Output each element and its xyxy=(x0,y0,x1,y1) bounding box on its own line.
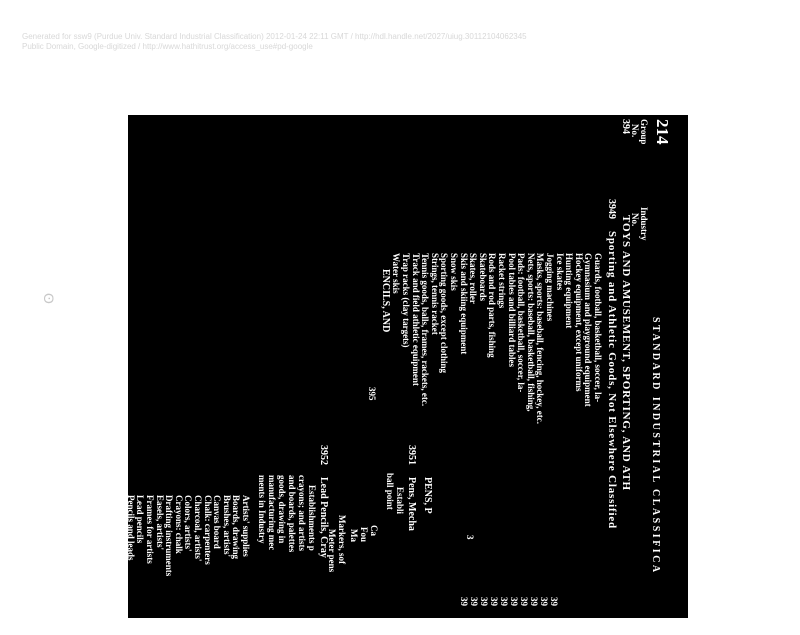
para-line: and boards, palettes xyxy=(287,475,297,553)
code: 39 xyxy=(529,597,539,606)
rotated-page-text xyxy=(108,115,672,635)
code: 39 xyxy=(549,597,559,606)
list-item: Pads: football, basketball, soccer, la- xyxy=(516,253,527,393)
list-item: Hunting equipment xyxy=(564,253,575,329)
list-item: Track and field athletic equipment xyxy=(410,253,421,386)
para-line: Establishments p xyxy=(307,485,317,551)
col-head-no2: No. xyxy=(630,213,640,227)
establishment-text: ball point xyxy=(385,473,395,510)
sub-list-item: Charcoal, artists' xyxy=(193,495,203,562)
code-digit: 3 xyxy=(465,535,475,540)
sub-list-item: Paint, artists' xyxy=(116,495,127,547)
list-item: Gymnasium and playground equipment xyxy=(583,253,594,407)
industry-3951-number: 3951 xyxy=(406,445,417,465)
major-group-number: 394 xyxy=(620,119,631,134)
list-item: Sporting goods, except clothing xyxy=(439,253,450,374)
header-line-1: Generated for ssw9 (Purdue Univ. Standard Industrial Classification) 2012-01-24 22:11 GMT / http://hdl.handle.net/2027/uiug.30112104062345 xyxy=(22,32,527,41)
major-group-title: TOYS AND AMUSEMENT, SPORTING, AND ATH xyxy=(620,215,632,491)
scanned-page xyxy=(116,115,688,618)
list-item: Jogging machines xyxy=(545,253,555,322)
running-title: STANDARD INDUSTRIAL CLASSIFICA xyxy=(650,317,661,575)
para-line: manufacturing mec xyxy=(267,475,277,551)
para-line: ments in Industry xyxy=(257,475,267,544)
para-line: crayons; and artists xyxy=(297,475,307,551)
list-item: Trap racks (clay targets) xyxy=(401,253,411,348)
group-395-title-cont: ENCILS, AND xyxy=(380,269,391,333)
list-item: Pool tables and billiard tables xyxy=(506,253,517,368)
list-item: Ice skates xyxy=(554,253,565,291)
industry-3952-number: 3952 xyxy=(318,445,329,465)
sub-list-item: Brushes, artists' xyxy=(221,495,232,558)
margin-mark-icon: ʘ xyxy=(41,293,57,304)
code: 39 xyxy=(469,597,479,606)
sub-list-item: Lead pencils xyxy=(135,495,146,544)
sub-item: Fou xyxy=(359,527,369,543)
sub-list-item: Drafting instruments xyxy=(164,495,175,577)
list-item: Rods and rod parts, fishing xyxy=(487,253,498,358)
list-item: Water skis xyxy=(391,253,402,294)
code: 39 xyxy=(509,597,519,606)
sub-list-item: Canvas board xyxy=(212,495,223,549)
sub-list-item: Pencils and leads xyxy=(125,495,136,561)
industry-number: 3949 xyxy=(606,199,617,219)
list-item: Snow skis xyxy=(449,253,459,291)
group-395-title: PENS, P xyxy=(422,477,433,514)
code: 39 xyxy=(489,597,499,606)
col-head-no1: No. xyxy=(630,124,640,138)
list-item: Racket strings xyxy=(497,253,507,309)
industry-title: Sporting and Athletic Goods, Not Elsewhere Classified xyxy=(606,231,618,529)
list-item: Strings, tennis racket xyxy=(429,253,440,335)
sub-list-item: Colors, artists' xyxy=(183,495,194,552)
sub-item: Meter pens xyxy=(327,529,337,573)
sub-item: Ma xyxy=(349,529,359,542)
sub-list-item: Chalk: carpenters xyxy=(202,495,213,565)
para-line: goods, drawing in xyxy=(277,475,287,544)
industry-3952-title: Lead Pencils, Cray xyxy=(318,477,329,558)
header-line-2: Public Domain, Google-digitized / http://www.hathitrust.org/access_use#pd-google xyxy=(22,42,313,51)
sub-list-item: Artists' supplies xyxy=(241,495,251,557)
list-item: Skateboards xyxy=(477,253,488,302)
sub-list-item: Frames for artists xyxy=(145,495,155,564)
list-item: Hockey equipment, except uniforms xyxy=(573,253,584,392)
sub-item: Ca xyxy=(369,525,379,536)
sub-list-item: Easels, artists' xyxy=(154,495,165,550)
list-item: Tennis goods, balls, frames, rackets, etc. xyxy=(420,253,431,407)
code: 39 xyxy=(539,597,549,606)
group-395-number: 395 xyxy=(367,387,377,401)
industry-3951-title: Pens, Mecha xyxy=(406,477,417,531)
sub-list-item: Crayons: chalk xyxy=(173,495,184,554)
list-item: Skis and skiing equipment xyxy=(458,253,469,355)
list-item: Guards, football, basketball, soccer, la- xyxy=(593,253,603,403)
scan-header xyxy=(22,32,582,52)
list-item: Skates, roller xyxy=(468,253,479,304)
col-head-industry: Industry xyxy=(639,207,649,241)
page-number: 214 xyxy=(653,119,672,145)
code: 39 xyxy=(479,597,489,606)
col-head-group: Group xyxy=(639,119,649,145)
code: 39 xyxy=(519,597,529,606)
sub-item: Markers, sof xyxy=(337,515,347,564)
establishment-text: Establi xyxy=(395,487,405,515)
code: 39 xyxy=(499,597,509,606)
sub-list-item: Boards, drawing xyxy=(231,495,242,560)
list-item: Nets, sports: baseball, basketball, fishing, xyxy=(525,253,536,412)
list-item: Masks, sports: baseball, fencing, hockey, etc. xyxy=(535,253,546,424)
code: 39 xyxy=(459,597,469,606)
